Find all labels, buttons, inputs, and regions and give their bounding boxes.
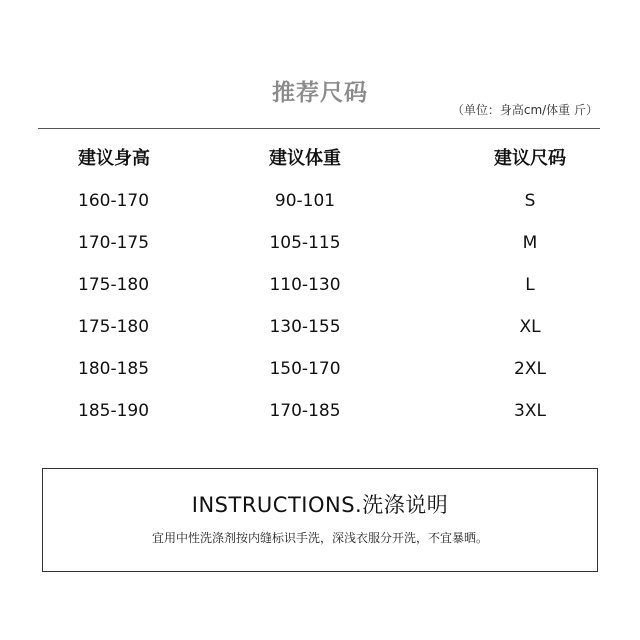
table-row [0, 269, 640, 311]
height-cell: 175-180 [78, 275, 150, 295]
weight-cell: 150-170 [269, 359, 341, 379]
height-cell: 160-170 [78, 191, 150, 211]
height-cell: 175-180 [78, 317, 150, 337]
table-row [0, 395, 640, 437]
unit-note: （单位：身高cm/体重 斤） [451, 103, 598, 117]
header-height: 建议身高 [78, 148, 150, 169]
size-cell: M [522, 233, 538, 253]
size-cell: 2XL [514, 359, 546, 379]
weight-cell: 170-185 [269, 401, 341, 421]
height-cell: 185-190 [78, 401, 150, 421]
size-chart-title: 推荐尺码 [272, 80, 368, 106]
instructions-text: 宜用中性洗涤剂按内缝标识手洗，深浅衣服分开洗，不宜暴晒。 [151, 531, 488, 545]
size-cell: S [524, 191, 536, 211]
size-cell: 3XL [514, 401, 546, 421]
header-size: 建议尺码 [494, 148, 566, 169]
weight-cell: 105-115 [269, 233, 341, 253]
weight-cell: 90-101 [274, 191, 336, 211]
table-row [0, 353, 640, 395]
height-cell: 180-185 [78, 359, 150, 379]
instructions-title: INSTRUCTIONS.洗涤说明 [191, 493, 449, 517]
weight-cell: 130-155 [269, 317, 341, 337]
table-row [0, 311, 640, 353]
size-cell: XL [519, 317, 541, 337]
table-row [0, 185, 640, 227]
size-table [0, 143, 640, 437]
divider-line [38, 128, 600, 129]
instructions-box [42, 468, 598, 572]
size-cell: L [525, 275, 535, 295]
height-cell: 170-175 [78, 233, 150, 253]
header-weight: 建议体重 [269, 148, 341, 169]
table-row [0, 227, 640, 269]
weight-cell: 110-130 [269, 275, 341, 295]
table-header-row [0, 143, 640, 185]
